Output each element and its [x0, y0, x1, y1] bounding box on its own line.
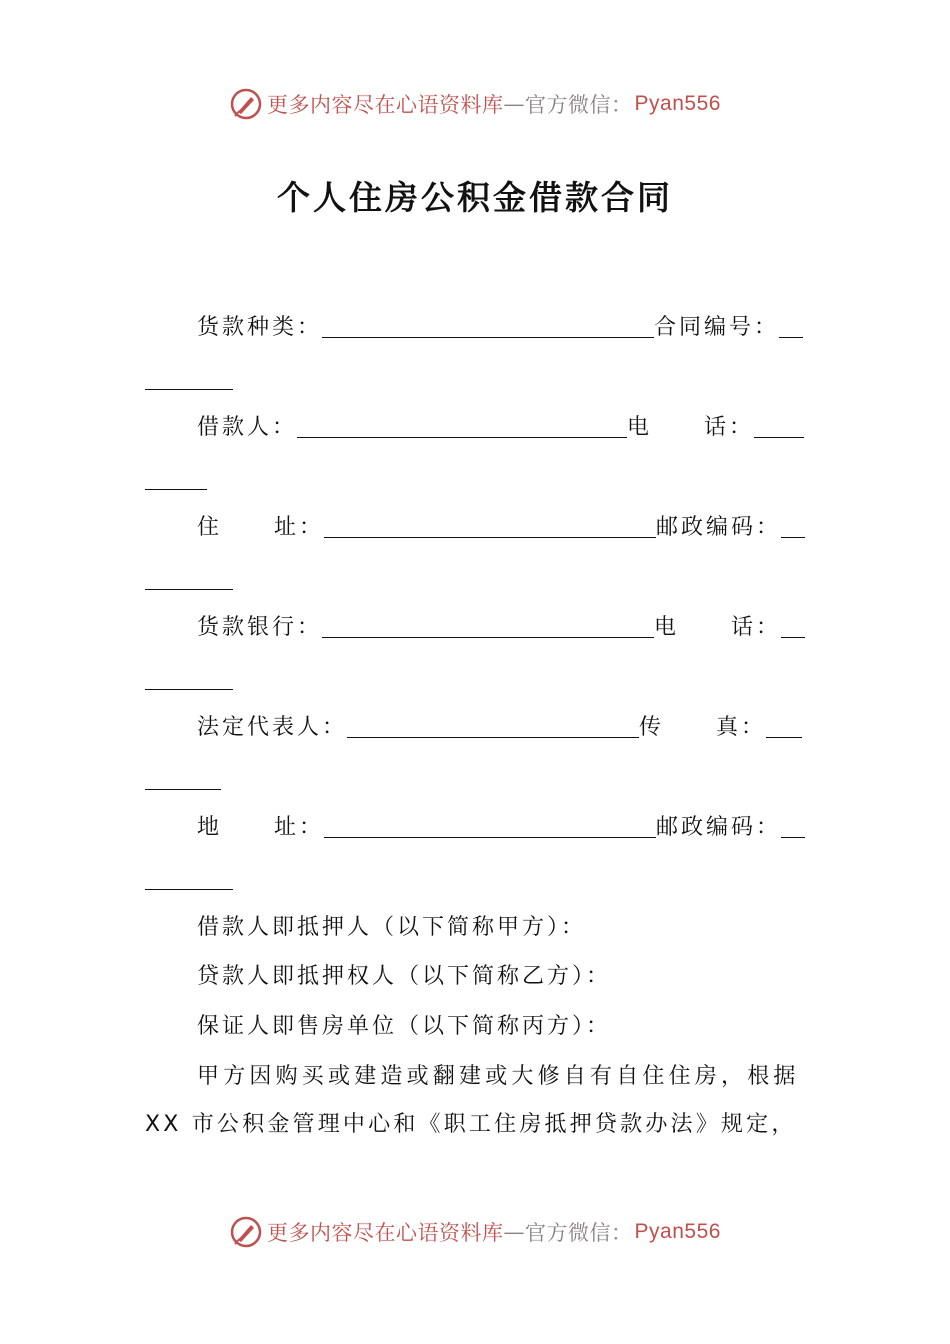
blank-line[interactable]: [754, 411, 804, 438]
blank-line[interactable]: [347, 711, 639, 738]
field-label: 货款种类：: [197, 315, 323, 340]
field-address: [145, 510, 805, 546]
field-label: 货款银行：: [197, 615, 323, 640]
blank-line-continuation[interactable]: [145, 888, 233, 890]
field-borrower: [145, 410, 805, 446]
field-right-label: 合同编号：: [654, 315, 780, 340]
blank-line[interactable]: [781, 511, 805, 538]
party-text: 保证人即售房单位（以下简称丙方）：: [197, 1014, 612, 1039]
party-text: 借款人即抵押人（以下简称甲方）：: [197, 915, 587, 940]
blank-line[interactable]: [322, 311, 654, 338]
blank-line-continuation[interactable]: [145, 488, 207, 490]
party-lender: [145, 959, 805, 995]
field-loan-type: [145, 310, 805, 346]
field-label: 法定代表人：: [197, 715, 348, 740]
blank-line-continuation[interactable]: [145, 688, 233, 690]
document-title: 个人住房公积金借款合同: [277, 178, 673, 217]
field-label-b: 址：: [274, 815, 325, 840]
watermark-wechat-label: 官方微信：: [525, 1221, 633, 1245]
blank-line[interactable]: [779, 311, 803, 338]
watermark-wechat-label: 官方微信：: [525, 93, 633, 117]
blank-line-continuation[interactable]: [145, 588, 233, 590]
body-line-2: [145, 1107, 805, 1143]
blank-line[interactable]: [766, 711, 802, 738]
blank-line[interactable]: [781, 611, 805, 638]
field-right-label-b: 真：: [716, 715, 767, 740]
blank-line-continuation[interactable]: [145, 788, 221, 790]
body-text: 甲方因购买或建造或翻建或大修自有自住住房，根据: [197, 1064, 800, 1089]
watermark-banner-bottom: [0, 1212, 950, 1252]
field-right-label-b: 话：: [731, 615, 782, 640]
watermark-text: 更多内容尽在心语资料库: [267, 1221, 504, 1245]
pen-logo-icon: [229, 87, 263, 121]
field-right-label: 邮政编码：: [656, 815, 782, 840]
watermark-banner-top: [0, 84, 950, 124]
body-line-1: [145, 1059, 805, 1095]
field-right-label-b: 话：: [704, 415, 755, 440]
field-label: 借款人：: [197, 415, 298, 440]
body-text: XX 市公积金管理中心和《职工住房抵押贷款办法》规定，: [145, 1112, 797, 1137]
field-right-label-a: 电: [654, 615, 680, 640]
blank-line[interactable]: [322, 611, 654, 638]
watermark-dash: —: [503, 1220, 526, 1244]
field-right-label-a: 电: [627, 415, 653, 440]
blank-line[interactable]: [324, 511, 656, 538]
field-right-label: 邮政编码：: [656, 515, 782, 540]
party-text: 贷款人即抵押权人（以下简称乙方）：: [197, 964, 612, 989]
watermark-dash: —: [503, 92, 526, 116]
party-borrower: [145, 910, 805, 946]
watermark-account: Pyan556: [634, 92, 721, 115]
field-label-b: 址：: [274, 515, 325, 540]
field-right-label-a: 传: [639, 715, 665, 740]
field-legal-representative: [145, 710, 805, 746]
field-lending-bank: [145, 610, 805, 646]
pen-logo-icon: [229, 1215, 263, 1249]
blank-line[interactable]: [781, 811, 805, 838]
party-guarantor: [145, 1009, 805, 1045]
field-address-2: [145, 810, 805, 846]
field-label-a: 住: [197, 515, 223, 540]
watermark-text: 更多内容尽在心语资料库: [267, 93, 504, 117]
blank-line[interactable]: [324, 811, 656, 838]
field-label-a: 地: [197, 815, 223, 840]
blank-line[interactable]: [297, 411, 627, 438]
watermark-account: Pyan556: [634, 1220, 721, 1243]
blank-line-continuation[interactable]: [145, 388, 233, 390]
